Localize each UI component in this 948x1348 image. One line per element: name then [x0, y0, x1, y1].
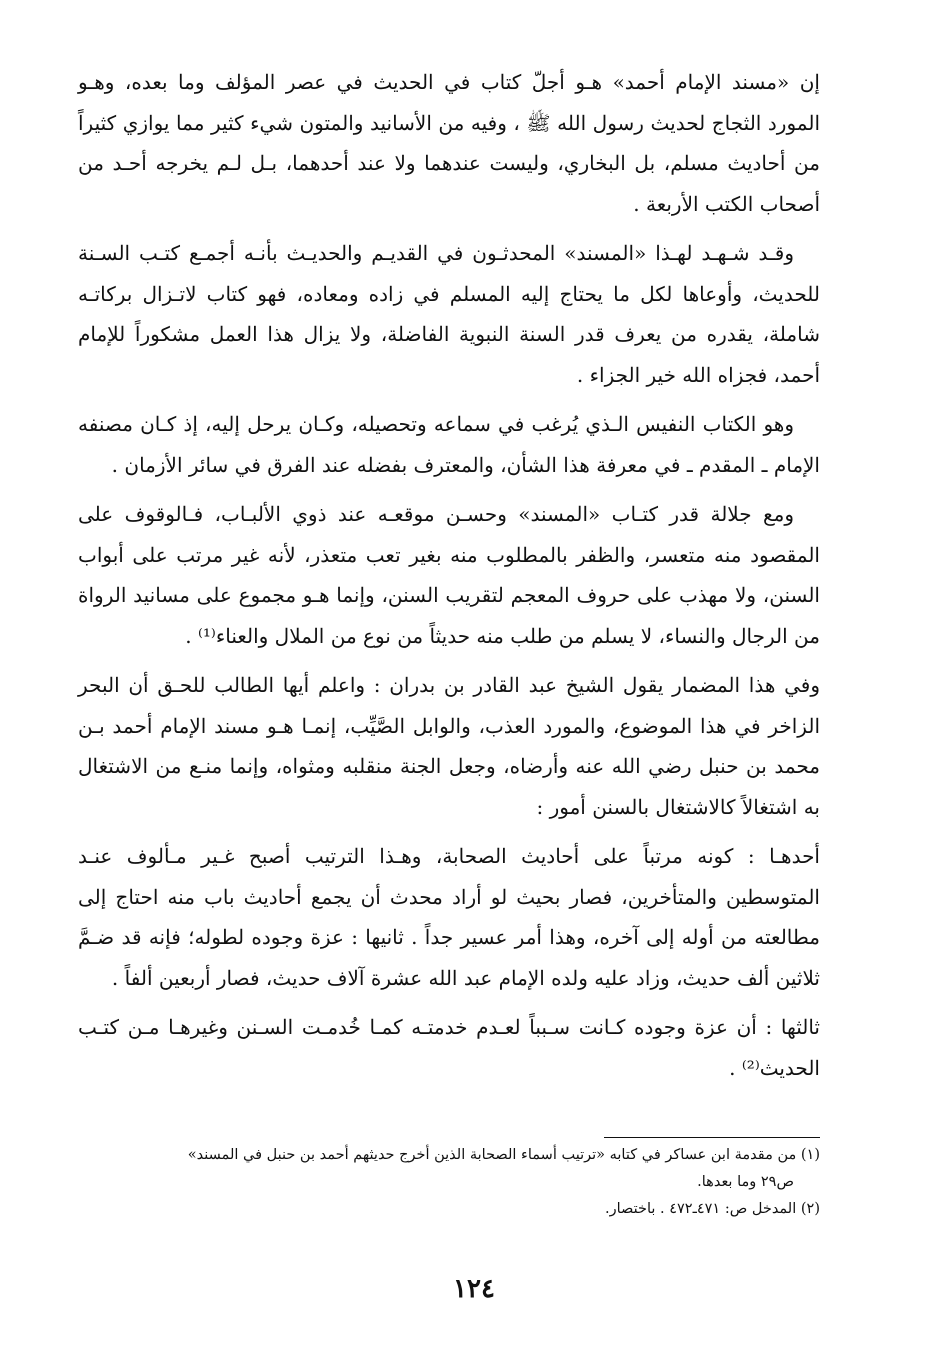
footnotes [78, 1142, 820, 1223]
paragraph-difficulty-of-use: ومع جلالة قدر كتـاب «المسند» وحسـن موقعـه عند ذوي الألبـاب، فـالوقوف على المقصود منه متعسر، والظفر بالمطلوب منه بغير تعب متعذر، لأنه غير مرتب على أبواب السنن، ولا مهذب على حروف المعجم لتقريب السنن، وإنما هـو مجموع على مسانيد الرواة من الرجال والنساء، لا يسلم من طلب منه حديثاً من نوع من الملال والعناء⁽¹⁾ . [78, 502, 820, 648]
footnote-1-continuation: ص٢٩ وما بعدها. [697, 1174, 794, 1190]
page-number: ١٢٤ [453, 1274, 495, 1304]
paragraph-musnad-intro: إن «مسند الإمام أحمد» هـو أجلّ كتاب في الحديث في عصر المؤلف وما بعده، وهـو المورد الثجاج لحديث رسول الله ﷺ ، وفيه من الأسانيد والمتون شيء كثير مما يوازي كثيراً من أحاديث مسلم، بل البخاري، وليست عندهما ولا عند أحدهما، بـل لـم يخرجه أحـد من أصحاب الكتب الأربعة . [78, 70, 820, 216]
paragraph-third-reason: ثالثها : أن عزة وجوده كـانت سـبباً لعـدم خدمتـه كمـا خُدمـت السـنن وغيرهـا مـن كتـب الحديث⁽²⁾ . [78, 1015, 820, 1080]
paragraph-first-second-reasons: أحدهـا : كونه مرتباً على أحاديث الصحابة، وهـذا الترتيب أصبح غـير مـألوف عنـد المتوسطين والمتأخرين، فصار بحيث لو أراد محدث أن يجمع أحاديث باب منه احتاج إلى مطالعته من أوله إلى آخره، وهذا أمر عسير جداً . ثانيها : عزة وجوده لطوله؛ فإنه قد ضـمَّ ثلاثين ألف حديث، وزاد عليه ولده الإمام عبد الله عشرة آلاف حديث، فصار أربعين ألفاً . [78, 844, 820, 990]
footnote-separator [604, 1137, 820, 1138]
paragraph-precious-book: وهو الكتاب النفيس الـذي يُرغب في سماعه وتحصيله، وكـان يرحل إليه، إذ كـان مصنفه الإمام ـ المقدم ـ في معرفة هذا الشأن، والمعترف بفضله عند الفرق في سائر الأزمان . [78, 412, 820, 477]
footnote-2: (٢) المدخل ص: ٤٧١ـ٤٧٢ . باختصار. [605, 1201, 820, 1217]
main-text [78, 62, 820, 1097]
footnote-1: (١) من مقدمة ابن عساكر في كتابه «ترتيب أسماء الصحابة الذين أخرج حديثهم أحمد بن حنبل في المسند» [187, 1147, 820, 1163]
paragraph-scholars-testimony: وقـد شـهـد لهـذا «المسند» المحدثـون في القديـم والحديـث بأنـه أجمـع كتـب السـنة للحديث، وأوعاها لكل ما يحتاج إليه المسلم في زاده ومعاده، فهو كتاب لاتـزال بركاتـه شاملة، يقدره من يعرف قدر السنة النبوية الفاضلة، ولا يزال هذا العمل مشكوراً للإمام أحمد، فجزاه الله خير الجزاء . [78, 241, 820, 387]
paragraph-ibn-badran-quote: وفي هذا المضمار يقول الشيخ عبد القادر بن بدران : واعلم أيها الطالب للحـق أن البحر الزاخر في هذا الموضوع، والمورد العذب، والوابل الصَّيِّب، إنمـا هـو مسند الإمام أحمد بـن محمد بن حنبل رضي الله عنه وأرضاه، وجعل الجنة منقلبه ومثواه، وإنما منـع من الاشتغال به اشتغالاً كالاشتغال بالسنن أمور : [78, 673, 820, 819]
